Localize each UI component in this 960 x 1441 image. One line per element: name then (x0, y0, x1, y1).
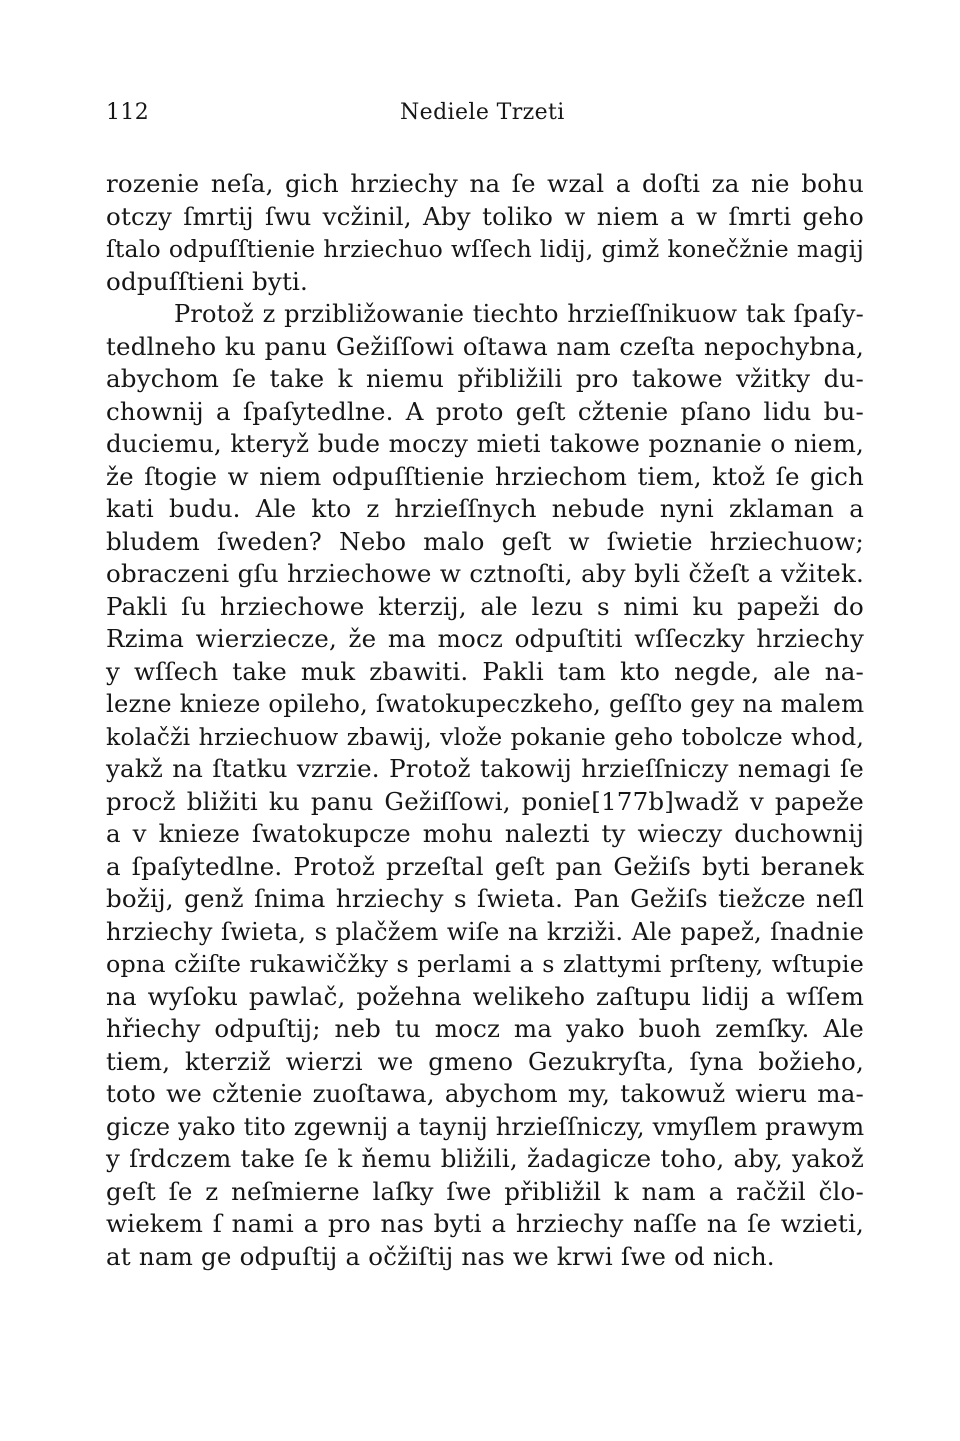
running-head (106, 96, 860, 130)
text-line: toto we cžtenie zuoſtawa, abychom my, takowuž wieru ma- (106, 1079, 864, 1108)
text-line: chownij a ſpaſytedlne. A proto geſt cžtenie pſano lidu bu- (106, 396, 864, 426)
text-line: yakž na ſtatku vzrzie. Protož takowij hrzieſſniczy nemagi ſe (106, 754, 864, 783)
text-line: geſt ſe z neſmierne laſky ſwe přibližil k nam a račžil člo- (106, 1176, 864, 1206)
text-line: Pakli ſu hrziechowe kterzij, ale lezu s nimi ku papeži do (106, 591, 864, 621)
text-line: Rzima wierziecze, že ma mocz odpuſtiti wſſeczky hrziechy (106, 624, 864, 653)
text-line: a v knieze ſwatokupcze mohu nalezti ty wieczy duchownij (106, 819, 864, 848)
text-line: kati budu. Ale kto z hrzieſſnych nebude nyni zklaman a (106, 494, 864, 523)
running-title: Nediele Trzeti (400, 100, 565, 125)
text-line: Protož z przibližowanie tiechto hrzieſſnikuow tak ſpaſy- (174, 300, 864, 328)
text-line: tedlneho ku panu Gežiſſowi oſtawa nam czeſta nepochybna, (106, 331, 864, 361)
text-line: y ſrdczem take ſe k ňemu bližili, žadagicze toho, aby, yakož (106, 1144, 864, 1173)
text-line: wiekem ſ nami a pro nas byti a hrziechy naſſe na ſe wzieti, (106, 1209, 864, 1238)
text-line: hřiechy odpuſtij; neb tu mocz ma yako buoh zemſky. Ale (106, 1014, 864, 1043)
text-line: abychom ſe take k niemu přibližili pro takowe vžitky du- (106, 364, 864, 393)
text-line: obraczeni gſu hrziechowe w cztnoſti, aby byli čžeſt a vžitek. (106, 559, 864, 588)
text-line: opna cžiſte rukawičžky s perlami a s zlattymi prſteny, wſtupie (106, 950, 864, 978)
text-line: na wyſoku pawlač, požehna welikeho zaſtupu lidij a wſſem (106, 981, 864, 1011)
text-line: lezne knieze opileho, ſwatokupeczkeho, geſſto gey na malem (106, 689, 865, 718)
text-line: bludem ſweden? Nebo malo geſt w ſwietie hrziechuow; (106, 526, 864, 556)
text-line: božij, genž ſnima hrziechy s ſwieta. Pan Gežiſs tiežcze neſl (106, 884, 864, 913)
text-line: hrziechy ſwieta, s plačžem wiſe na krziži. Ale papež, ſnadnie (106, 916, 864, 946)
text-line: odpuſſtieni byti. (106, 266, 309, 296)
text-line: y wſſech take muk zbawiti. Pakli tam kto negde, ale na- (106, 656, 864, 686)
text-line: procž bližiti ku panu Gežiſſowi, ponie[177b]wadž v papeže (106, 786, 864, 816)
text-line: ſtalo odpuſſtienie hrziechuo wſſech lidij, gimž konečžnie magij (106, 235, 864, 263)
text-line: rozenie neſa, gich hrziechy na ſe wzal a doſti za nie bohu (106, 169, 864, 198)
text-line: gicze yako tito zgewnij a taynij hrzieſſniczy, vmyſlem prawym (106, 1112, 865, 1141)
body-text (106, 168, 864, 1273)
text-line: duciemu, kteryž bude moczy mieti takowe poznanie o niem, (106, 429, 864, 458)
text-line: tiem, kterziž wierzi we gmeno Gezukryſta, ſyna božieho, (106, 1046, 864, 1076)
text-line: že ſtogie w niem odpuſſtienie hrziechom tiem, ktož ſe gich (106, 461, 864, 491)
text-line: kolačži hrziechuow zbawij, vlože pokanie geho tobolcze whod, (106, 722, 864, 751)
text-line: at nam ge odpuſtij a očžiſtij nas we krwi ſwe od nich. (106, 1241, 775, 1271)
page-number: 112 (106, 100, 150, 125)
text-line: a ſpaſytedlne. Protož przeſtal geſt pan Gežiſs byti beranek (106, 851, 864, 881)
text-line: otczy ſmrtij ſwu vcžinil, Aby toliko w niem a w ſmrti geho (106, 201, 864, 231)
